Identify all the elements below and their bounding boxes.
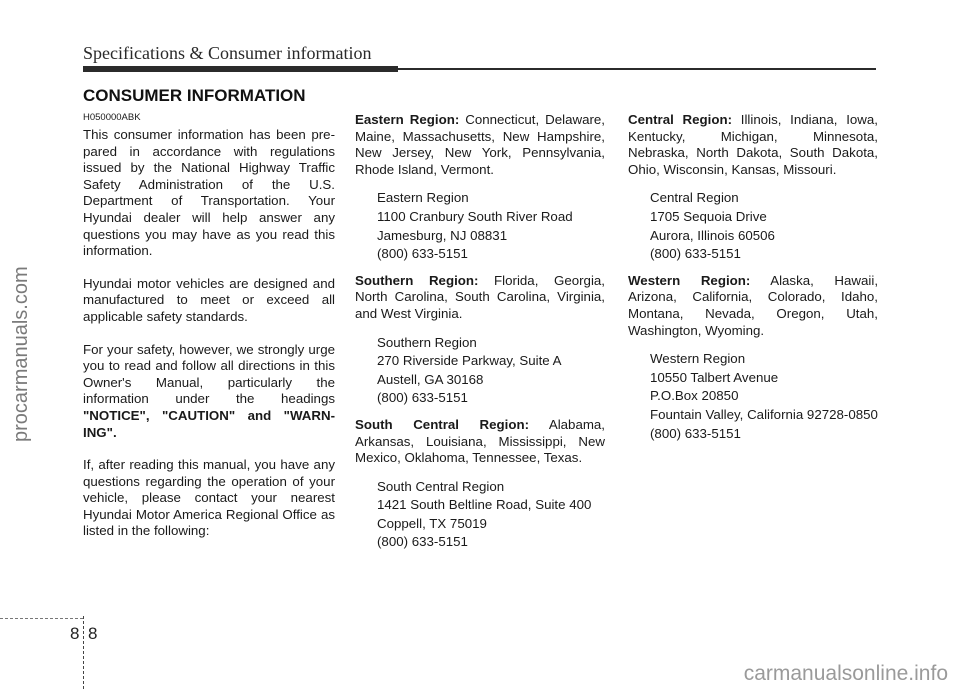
address-line: Southern Region: [377, 334, 477, 350]
address-line: Coppell, TX 75019: [377, 515, 487, 531]
bottom-watermark: carmanualsonline.info: [743, 662, 948, 685]
address-line: 1421 South Beltline Road, Suite 400: [377, 497, 592, 513]
region-south-central: [355, 417, 605, 467]
safety-headings: "NOTICE", "CAUTION" and "WARN-ING".: [83, 407, 335, 440]
column-middle: [355, 112, 605, 561]
address-line: Fountain Valley, California 92728-0850: [650, 406, 878, 422]
column-left: [83, 112, 335, 556]
page-header-title: Specifications & Consumer information: [83, 43, 372, 63]
region-southern: [355, 273, 605, 323]
section-heading: CONSUMER INFORMATION: [83, 86, 306, 105]
side-watermark: procarmanuals.com: [10, 266, 32, 442]
footer-divider: [83, 616, 84, 689]
region-states: Connecticut, Delaware, Maine, Massachusetts, New Hampshire, New Jersey, New York, Pennsylvania, Rhode Island, Vermont.: [355, 112, 605, 177]
page-number: 8: [88, 624, 98, 643]
region-label: Western Region:: [628, 272, 751, 288]
address-line: P.O.Box 20850: [650, 388, 739, 404]
address-line: South Central Region: [377, 478, 505, 494]
address-line: Central Region: [650, 190, 739, 206]
address-line: 1100 Cranbury South River Road: [377, 208, 573, 224]
header-rule-thin: [398, 68, 876, 70]
footer-rule: [0, 618, 83, 619]
closing-paragraph: If, after reading this manual, you have any questions regarding the operation of your vehicle, please contact your nearest Hyundai Motor America Regional Office as listed in the following:: [83, 457, 335, 539]
address-line: 1705 Sequoia Drive: [650, 208, 767, 224]
address-eastern: [377, 190, 605, 262]
address-phone: (800) 633-5151: [377, 534, 468, 550]
region-label: South Central Region:: [355, 416, 530, 432]
region-eastern: [355, 112, 605, 178]
region-label: Central Region:: [628, 112, 733, 127]
address-line: Eastern Region: [377, 190, 469, 206]
region-label: Eastern Region:: [355, 112, 460, 127]
header-rule-thick: [83, 66, 398, 72]
column-right: [628, 112, 878, 452]
safety-text: For your safety, however, we strongly urge you to read and follow all directions in this Owner's Manual, particularly the information under the headings: [83, 341, 335, 407]
address-line: 270 Riverside Parkway, Suite A: [377, 353, 562, 369]
address-phone: (800) 633-5151: [650, 425, 741, 441]
region-western: [628, 273, 878, 339]
address-western: [650, 351, 878, 442]
standards-paragraph: Hyundai motor vehicles are designed and manufactured to meet or exceed all applicable safety standards.: [83, 275, 335, 324]
region-states: Florida, Georgia, North Carolina, South Carolina, Virginia, and West Virginia.: [355, 272, 605, 321]
address-line: Aurora, Illinois 60506: [650, 227, 775, 243]
intro-paragraph: This consumer information has been pre-pared in accordance with regulations issued by the National Highway Traffic Safety Administration of the U.S. Department of Transportation. Your Hyundai dealer will help answer any questions you may have as you read this information.: [83, 127, 335, 259]
address-south-central: [377, 479, 605, 551]
address-phone: (800) 633-5151: [377, 390, 468, 406]
region-states: Alaska, Hawaii, Arizona, California, Colorado, Idaho, Montana, Nevada, Oregon, Utah, Washington, Wyoming.: [628, 272, 879, 338]
address-phone: (800) 633-5151: [377, 246, 468, 262]
region-central: [628, 112, 878, 178]
address-line: Jamesburg, NJ 08831: [377, 227, 508, 243]
region-states: Illinois, Indiana, Iowa, Kentucky, Michigan, Minnesota, Nebraska, North Dakota, South Dakota, Ohio, Wisconsin, Kansas, Missouri.: [628, 112, 879, 177]
region-label: Southern Region:: [355, 272, 479, 288]
address-southern: [377, 335, 605, 407]
address-line: 10550 Talbert Avenue: [650, 369, 779, 385]
section-code: H050000ABK: [83, 112, 141, 123]
safety-paragraph: [83, 342, 335, 442]
chapter-number: 8: [70, 624, 80, 643]
address-line: Austell, GA 30168: [377, 371, 484, 387]
address-central: [650, 190, 878, 262]
address-phone: (800) 633-5151: [650, 246, 741, 262]
address-line: Western Region: [650, 351, 746, 367]
region-states: Alabama, Arkansas, Louisiana, Mississippi, New Mexico, Oklahoma, Tennessee, Texas.: [355, 416, 605, 466]
